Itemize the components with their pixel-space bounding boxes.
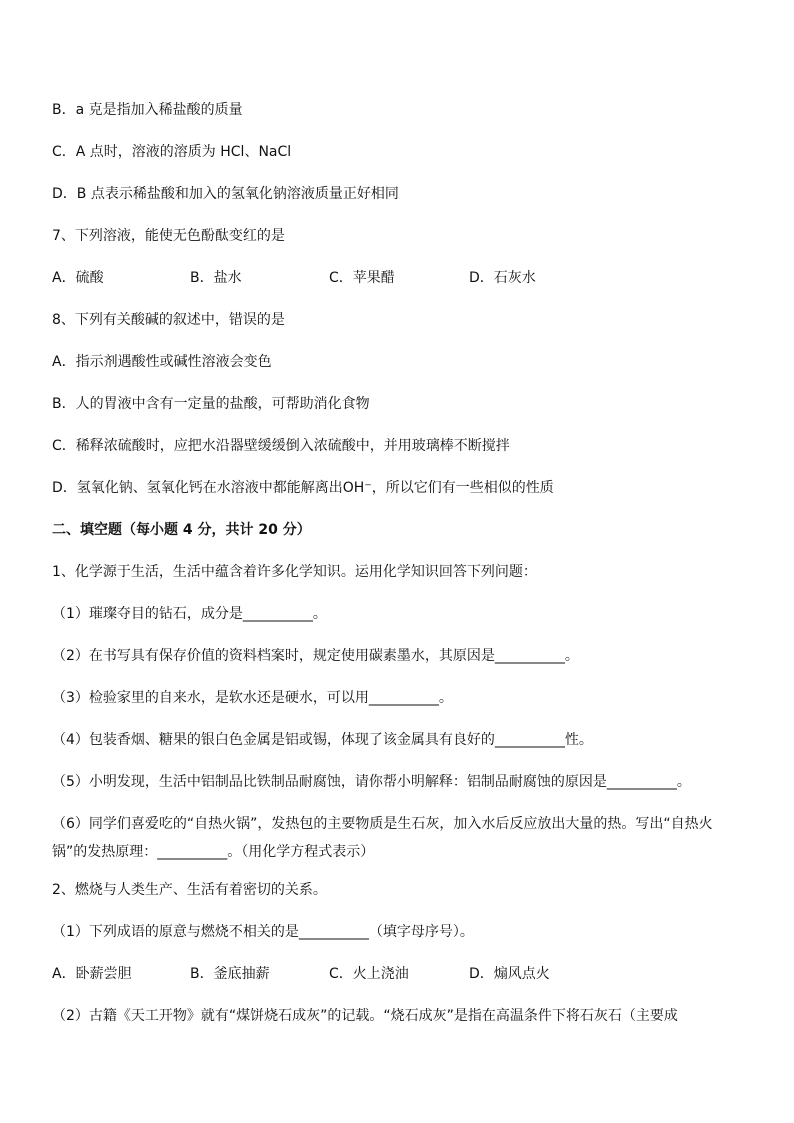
question-7: 7、下列溶液，能使无色酚酞变红的是 — [52, 228, 285, 244]
q7-option-a: A．硫酸 — [52, 270, 104, 286]
fill-2-options — [52, 964, 550, 984]
fill-2-part-1: （1）下列成语的原意与燃烧不相关的是__________（填字母序号）。 — [52, 924, 474, 940]
fill-1-part-5: （5）小明发现，生活中铝制品比铁制品耐腐蚀，请你帮小明解释：铝制品耐腐蚀的原因是__________。 — [52, 774, 691, 790]
fill-2-part-2: （2）古籍《天工开物》就有“煤饼烧石成灰”的记载。“烧石成灰”是指在高温条件下将石灰石（主要成 — [52, 1008, 678, 1024]
q6-option-c: C．A 点时，溶液的溶质为 HCl、NaCl — [52, 144, 292, 160]
fill-question-2: 2、燃烧与人类生产、生活有着密切的关系。 — [52, 882, 327, 898]
fill-2-option-a: A．卧薪尝胆 — [52, 966, 132, 982]
q8-option-a: A．指示剂遇酸性或碱性溶液会变色 — [52, 354, 272, 370]
fill-1-part-2: （2）在书写具有保存价值的资料档案时，规定使用碳素墨水，其原因是__________。 — [52, 648, 579, 664]
q6-option-b: B．a 克是指加入稀盐酸的质量 — [52, 102, 243, 118]
fill-2-option-b: B．釜底抽薪 — [190, 966, 270, 982]
q6-option-d: D．B 点表示稀盐酸和加入的氢氧化钠溶液质量正好相同 — [52, 186, 399, 202]
q7-option-b: B．盐水 — [190, 270, 242, 286]
fill-1-part-3: （3）检验家里的自来水，是软水还是硬水，可以用__________。 — [52, 690, 453, 706]
q8-option-d: D．氢氧化钠、氢氧化钙在水溶液中都能解离出OH⁻，所以它们有一些相似的性质 — [52, 480, 554, 496]
q8-option-b: B．人的胃液中含有一定量的盐酸，可帮助消化食物 — [52, 396, 370, 412]
section-2-heading: 二、填空题（每小题 4 分，共计 20 分） — [52, 522, 311, 538]
fill-question-1: 1、化学源于生活，生活中蕴含着许多化学知识。运用化学知识回答下列问题： — [52, 564, 537, 580]
fill-1-part-1: （1）璀璨夺目的钻石，成分是__________。 — [52, 606, 327, 622]
q7-options — [52, 268, 536, 288]
q7-option-c: C．苹果醋 — [329, 270, 395, 286]
fill-1-part-4: （4）包装香烟、糖果的银白色金属是铝或锡，体现了该金属具有良好的__________性。 — [52, 732, 593, 748]
fill-1-part-6: （6）同学们喜爱吃的“自热火锅”，发热包的主要物质是生石灰，加入水后反应放出大量的热。写出“自热火锅”的发热原理：__________。（用化学方程式表示） — [52, 816, 713, 860]
fill-2-option-c: C．火上浇油 — [329, 966, 409, 982]
fill-2-option-d: D．煽风点火 — [469, 966, 550, 982]
q7-option-d: D．石灰水 — [469, 270, 536, 286]
q8-option-c: C．稀释浓硫酸时，应把水沿器壁缓缓倒入浓硫酸中，并用玻璃棒不断搅拌 — [52, 438, 510, 454]
question-8: 8、下列有关酸碱的叙述中，错误的是 — [52, 312, 285, 328]
